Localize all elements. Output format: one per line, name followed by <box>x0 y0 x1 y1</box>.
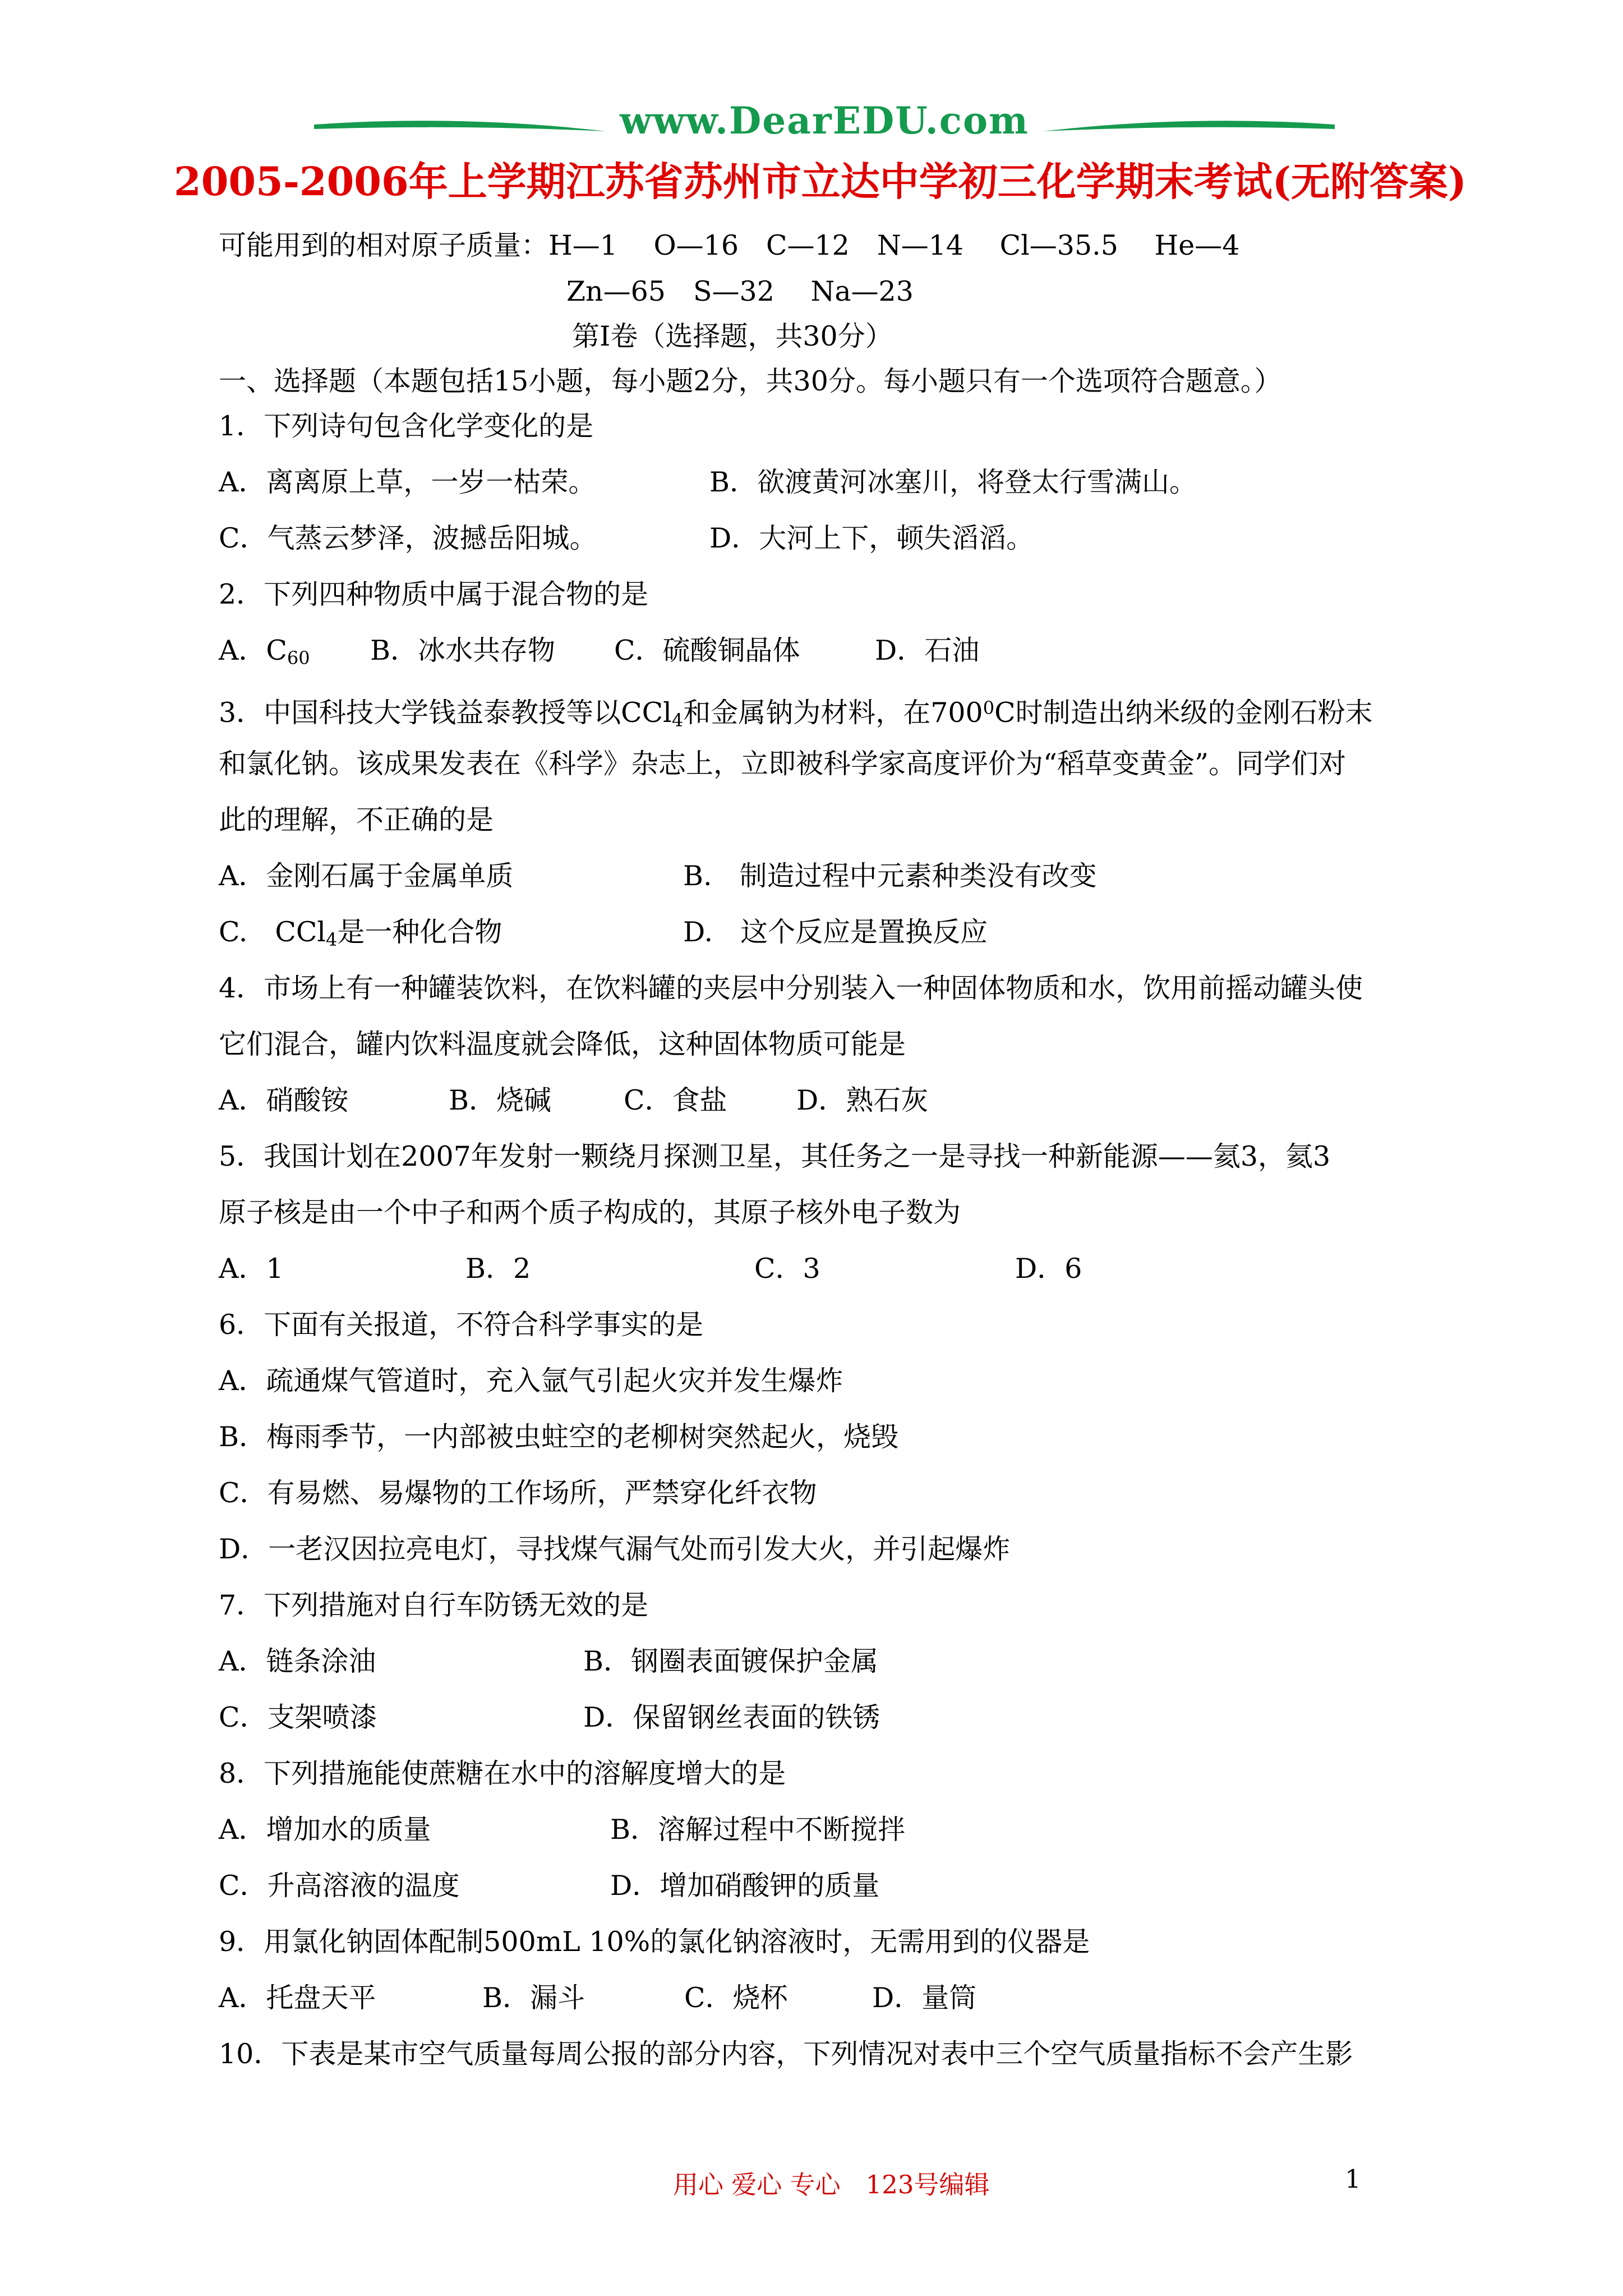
q7-option-c: C．支架喷漆 <box>219 1701 377 1733</box>
q9-stem: 9．用氯化钠固体配制500mL 10%的氯化钠溶液时，无需用到的仪器是 <box>219 1926 1090 1958</box>
q3-option-c-subscript: 4 <box>325 929 338 950</box>
q4-stem-line-2: 它们混合，罐内饮料温度就会降低，这种固体物质可能是 <box>219 1028 906 1060</box>
right-swoosh-icon <box>1043 117 1335 139</box>
logo-text[interactable]: www.DearEDU.com <box>620 99 1029 142</box>
left-swoosh-icon <box>314 117 606 139</box>
q2-option-b: B．冰水共存物 <box>370 634 556 666</box>
q1-option-b: B．欲渡黄河冰塞川，将登太行雪满山。 <box>709 466 1197 498</box>
part-heading: 第Ⅰ卷（选择题，共30分） <box>572 320 893 352</box>
q5-stem-line-2: 原子核是由一个中子和两个质子构成的，其原子核外电子数为 <box>219 1197 961 1228</box>
q4-option-a: A．硝酸铵 <box>219 1084 349 1116</box>
q5-option-b: B．2 <box>465 1253 531 1285</box>
footer-editor-note: 用心 爱心 专心 123号编辑 <box>673 2170 990 2200</box>
q3-subscript: 4 <box>671 710 684 731</box>
page-number: 1 <box>1345 2164 1361 2194</box>
q3-option-b: B. 制造过程中元素种类没有改变 <box>683 860 1097 892</box>
q3-option-c-text: C. CCl <box>219 916 326 948</box>
q1-option-a: A．离离原上草，一岁一枯荣。 <box>219 466 596 498</box>
q5-option-c: C．3 <box>754 1253 820 1285</box>
q3-option-c-rest: 是一种化合物 <box>337 916 502 948</box>
q6-option-d: D．一老汉因拉亮电灯，寻找煤气漏气处而引发大火，并引起爆炸 <box>219 1533 1011 1565</box>
atomic-masses-line-1: 可能用到的相对原子质量：H—1 O—16 C—12 N—14 Cl—35.5 He—4 <box>219 229 1240 261</box>
q8-option-c: C．升高溶液的温度 <box>219 1870 460 1902</box>
page-title: 2005-2006年上学期江苏省苏州市立达中学初三化学期末考试(无附答案) <box>174 158 1467 205</box>
q8-stem: 8．下列措施能使蔗糖在水中的溶解度增大的是 <box>219 1757 786 1789</box>
q3-option-a: A．金刚石属于金属单质 <box>219 860 514 892</box>
q7-option-b: B．钢圈表面镀保护金属 <box>583 1645 879 1677</box>
q8-option-d: D．增加硝酸钾的质量 <box>610 1870 880 1902</box>
q3-text-c: C时制造出纳米级的金刚石粉末 <box>994 697 1373 729</box>
q3-stem-line-1 <box>219 691 1373 737</box>
q4-stem-line-1: 4．市场上有一种罐装饮料，在饮料罐的夹层中分别装入一种固体物质和水，饮用前摇动罐头使 <box>219 972 1363 1004</box>
q1-option-c: C．气蒸云梦泽，波撼岳阳城。 <box>219 522 597 554</box>
q3-stem-line-3: 此的理解，不正确的是 <box>219 804 494 836</box>
q10-stem: 10．下表是某市空气质量每周公报的部分内容，下列情况对表中三个空气质量指标不会产生影 <box>219 2038 1353 2070</box>
q8-option-a: A．增加水的质量 <box>219 1814 431 1846</box>
q3-stem-line-2: 和氯化钠。该成果发表在《科学》杂志上，立即被科学家高度评价为“稻草变黄金”。同学们对 <box>219 748 1347 780</box>
q9-option-c: C．烧杯 <box>684 1982 788 2014</box>
q2-option-d: D．石油 <box>875 634 980 666</box>
q6-stem: 6．下面有关报道，不符合科学事实的是 <box>219 1309 704 1341</box>
q9-option-b: B．漏斗 <box>482 1982 585 2014</box>
q4-option-b: B．烧碱 <box>449 1084 552 1116</box>
atomic-masses-line-2: Zn—65 S—32 Na—23 <box>566 275 914 307</box>
q3-option-c <box>219 915 502 956</box>
q5-option-d: D．6 <box>1015 1253 1082 1285</box>
q5-stem-line-1: 5．我国计划在2007年发射一颗绕月探测卫星，其任务之一是寻找一种新能源——氦3，氦3 <box>219 1140 1331 1172</box>
q4-option-c: C．食盐 <box>624 1084 727 1116</box>
q3-text-b: 和金属钠为材料，在700 <box>683 697 983 729</box>
section-heading: 一、选择题（本题包括15小题，每小题2分，共30分。每小题只有一个选项符合题意。） <box>219 365 1282 397</box>
q7-stem: 7．下列措施对自行车防锈无效的是 <box>219 1589 649 1621</box>
q7-option-a: A．链条涂油 <box>219 1645 376 1677</box>
q3-option-d: D. 这个反应是置换反应 <box>683 916 988 948</box>
q9-option-d: D．量筒 <box>872 1982 977 2014</box>
q6-option-c: C．有易燃、易爆物的工作场所，严禁穿化纤衣物 <box>219 1477 817 1509</box>
q1-option-d: D．大河上下，顿失滔滔。 <box>709 522 1034 554</box>
q2-option-a <box>219 634 310 675</box>
q5-option-a: A．1 <box>219 1253 284 1285</box>
q2-option-a-text: A．C <box>219 634 287 666</box>
q2-option-a-subscript: 60 <box>287 647 310 669</box>
q7-option-d: D．保留钢丝表面的铁锈 <box>583 1701 880 1733</box>
q6-option-a: A．疏通煤气管道时，充入氩气引起火灾并发生爆炸 <box>219 1365 843 1397</box>
q2-stem: 2．下列四种物质中属于混合物的是 <box>219 578 649 610</box>
q1-stem: 1．下列诗句包含化学变化的是 <box>219 410 594 442</box>
q9-option-a: A．托盘天平 <box>219 1982 376 2014</box>
q8-option-b: B．溶解过程中不断搅拌 <box>610 1814 906 1846</box>
q3-superscript: 0 <box>983 697 995 719</box>
q4-option-d: D．熟石灰 <box>796 1084 929 1116</box>
q6-option-b: B．梅雨季节，一内部被虫蛀空的老柳树突然起火，烧毁 <box>219 1421 899 1453</box>
q3-text-a: 3．中国科技大学钱益泰教授等以CCl <box>219 697 672 729</box>
q2-option-c: C．硫酸铜晶体 <box>614 634 800 666</box>
